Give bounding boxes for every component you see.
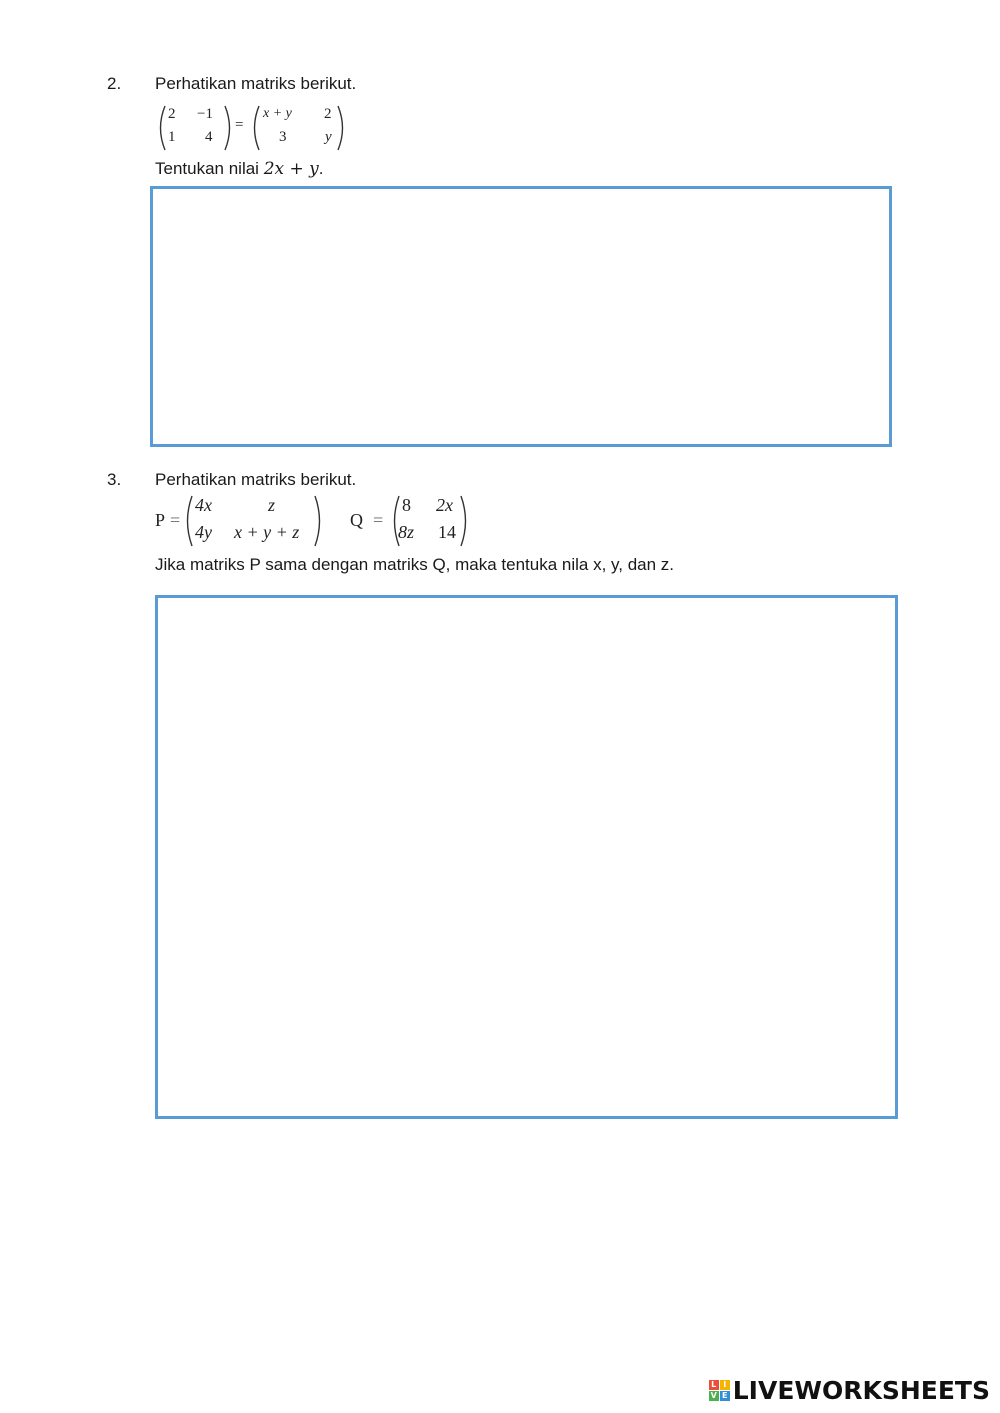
liveworksheets-brand-text: LIVEWORKSHEETS xyxy=(732,1376,990,1405)
matrix-cell: −1 xyxy=(197,106,213,122)
matrix-cell: 4y xyxy=(195,522,212,542)
task-text: Tentukan nilai xyxy=(155,159,264,178)
matrix-q-label: Q xyxy=(350,510,363,530)
equals-sign: = xyxy=(373,510,384,530)
matrix-cell: 3 xyxy=(279,129,287,145)
matrix-p-label: P xyxy=(155,510,166,530)
logo-tile: E xyxy=(720,1391,730,1401)
matrix-cell: 8z xyxy=(398,522,415,542)
question-3-number: 3. xyxy=(107,470,122,489)
matrix-cell: 2 xyxy=(168,106,176,122)
question-2-matrix-equation xyxy=(155,103,355,153)
matrix-cell: 8 xyxy=(402,495,411,515)
logo-tile: L xyxy=(709,1380,719,1390)
liveworksheets-logo-icon xyxy=(709,1380,731,1402)
question-3-task: Jika matriks P sama dengan matriks Q, maka tentuka nila x, y, dan z. xyxy=(155,555,675,574)
question-3-answer-box[interactable] xyxy=(155,595,898,1119)
question-2-answer-box[interactable] xyxy=(150,186,892,447)
matrix-cell: 2 xyxy=(324,106,332,122)
matrix-cell: z xyxy=(268,495,276,515)
equals-sign: = xyxy=(235,117,244,133)
matrix-cell: x + y + z xyxy=(234,522,300,542)
liveworksheets-logo xyxy=(709,1376,990,1405)
question-3-prompt: Perhatikan matriks berikut. xyxy=(155,470,357,489)
logo-tile: V xyxy=(710,1390,717,1400)
question-3-matrices xyxy=(155,493,475,549)
task-expression: 2x + y xyxy=(263,159,319,179)
question-2-prompt: Perhatikan matriks berikut. xyxy=(155,74,357,93)
matrix-cell: 2x xyxy=(436,495,453,515)
matrix-cell: 4 xyxy=(205,129,213,145)
logo-tile: I xyxy=(720,1380,730,1390)
equals-sign: = xyxy=(170,510,181,530)
task-period: . xyxy=(318,159,324,178)
matrix-cell: x + y xyxy=(263,106,292,121)
matrix-cell: 14 xyxy=(438,522,456,542)
matrix-cell: 4x xyxy=(195,495,212,515)
question-2-task xyxy=(155,159,323,179)
matrix-cell: y xyxy=(325,129,332,145)
question-2-number: 2. xyxy=(107,74,122,93)
matrix-cell: 1 xyxy=(168,129,176,145)
